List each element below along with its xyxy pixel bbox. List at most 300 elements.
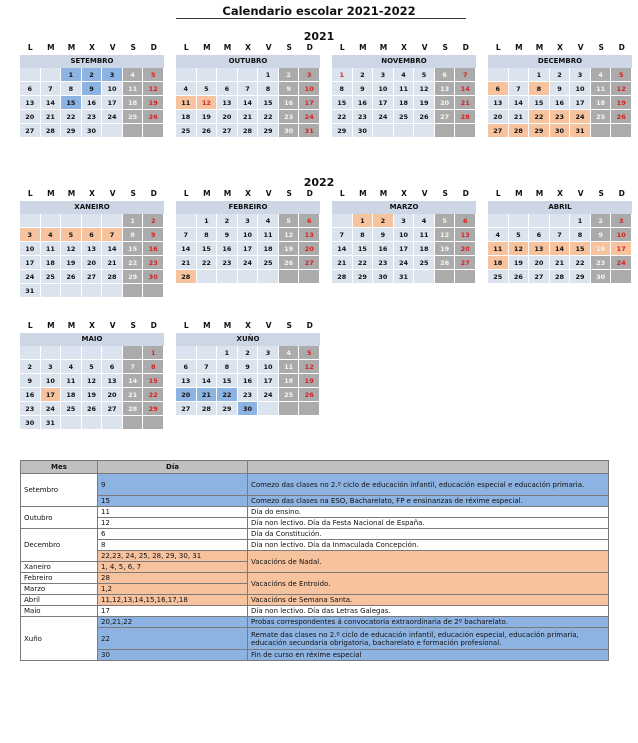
day-cell: 29 [143, 402, 164, 416]
empty-day-cell [611, 124, 632, 138]
day-cell: 16 [143, 242, 164, 256]
month-outubro [176, 41, 320, 138]
day-cell: 18 [591, 96, 612, 110]
month-name: MAIO [20, 333, 164, 346]
day-cell: 10 [394, 228, 415, 242]
weekday-label: D [618, 189, 625, 198]
day-cell: 5 [299, 346, 320, 360]
day-cell: 26 [61, 270, 82, 284]
day-cell: 6 [82, 228, 103, 242]
day-cell: 24 [258, 388, 279, 402]
table-row [21, 529, 609, 540]
month-novembro [332, 41, 476, 138]
header-mes: Mes [21, 461, 98, 474]
day-cell: 26 [509, 270, 530, 284]
year-heading-2022: 2022 [303, 176, 335, 189]
day-cell: 1 [529, 68, 550, 82]
empty-day-cell [143, 124, 164, 138]
day-cell: 14 [123, 374, 144, 388]
empty-day-cell [41, 68, 62, 82]
empty-day-cell [529, 214, 550, 228]
day-cell: 13 [455, 228, 476, 242]
day-cell: 27 [529, 270, 550, 284]
cell-mes: Setembro [21, 474, 98, 507]
day-cell: 17 [373, 96, 394, 110]
day-cell: 6 [20, 82, 41, 96]
empty-day-cell [238, 68, 259, 82]
weekday-label: L [27, 189, 33, 198]
weekday-label: L [183, 43, 189, 52]
day-cell: 10 [258, 360, 279, 374]
day-cell: 29 [61, 124, 82, 138]
day-cell: 15 [258, 96, 279, 110]
empty-day-cell [197, 346, 218, 360]
empty-day-cell [435, 270, 456, 284]
day-cell: 2 [279, 68, 300, 82]
day-cell: 26 [611, 110, 632, 124]
empty-day-cell [102, 124, 123, 138]
day-cell: 24 [20, 270, 41, 284]
weekday-label: L [183, 321, 189, 330]
weekday-header-row [332, 187, 476, 201]
weekday-label: M [379, 43, 388, 52]
empty-day-cell [102, 214, 123, 228]
day-cell: 6 [299, 214, 320, 228]
day-cell: 14 [197, 374, 218, 388]
day-cell: 28 [550, 270, 571, 284]
empty-day-cell [143, 416, 164, 430]
weekday-label: D [306, 43, 313, 52]
day-cell: 11 [61, 374, 82, 388]
empty-day-cell [258, 402, 279, 416]
table-row [21, 496, 609, 507]
month-xuño [176, 319, 320, 416]
day-cell: 20 [435, 96, 456, 110]
day-cell: 10 [299, 82, 320, 96]
day-cell: 16 [20, 388, 41, 402]
day-cell: 4 [279, 346, 300, 360]
day-cell: 21 [509, 110, 530, 124]
empty-day-cell [61, 214, 82, 228]
empty-day-cell [20, 214, 41, 228]
empty-day-cell [143, 284, 164, 298]
day-cell: 8 [529, 82, 550, 96]
cell-dia: 9 [98, 474, 248, 496]
day-cell: 2 [143, 214, 164, 228]
events-table [20, 460, 609, 661]
day-cell: 21 [332, 256, 353, 270]
day-cell: 22 [217, 388, 238, 402]
empty-day-cell [509, 214, 530, 228]
weekday-header-row [20, 319, 164, 333]
month-days-grid [20, 68, 164, 138]
weekday-label: L [339, 189, 345, 198]
weekday-label: X [245, 321, 251, 330]
day-cell: 5 [61, 228, 82, 242]
day-cell: 9 [373, 228, 394, 242]
month-name: XUÑO [176, 333, 320, 346]
day-cell: 10 [102, 82, 123, 96]
day-cell: 13 [176, 374, 197, 388]
day-cell: 11 [279, 360, 300, 374]
day-cell: 4 [176, 82, 197, 96]
month-days-grid [20, 214, 164, 298]
day-cell: 7 [176, 228, 197, 242]
day-cell: 20 [217, 110, 238, 124]
day-cell: 3 [394, 214, 415, 228]
day-cell: 23 [143, 256, 164, 270]
day-cell: 4 [488, 228, 509, 242]
cell-dia: 12 [98, 518, 248, 529]
empty-day-cell [102, 416, 123, 430]
day-cell: 11 [414, 228, 435, 242]
day-cell: 16 [238, 374, 259, 388]
weekday-label: M [535, 43, 544, 52]
day-cell: 23 [353, 110, 374, 124]
day-cell: 15 [217, 374, 238, 388]
cell-dia: 15 [98, 496, 248, 507]
weekday-label: M [67, 43, 76, 52]
cell-description: Remate das clases no 2.º ciclo de educación infantil, educación especial, educación primaria, educación secundaria obrigatoria, bacharelato e formación profesional. [248, 628, 609, 650]
day-cell: 22 [570, 256, 591, 270]
day-cell: 7 [332, 228, 353, 242]
table-row [21, 518, 609, 529]
day-cell: 17 [394, 242, 415, 256]
day-cell: 19 [509, 256, 530, 270]
day-cell: 22 [353, 256, 374, 270]
weekday-label: S [130, 189, 136, 198]
empty-day-cell [509, 68, 530, 82]
weekday-label: L [27, 43, 33, 52]
day-cell: 18 [488, 256, 509, 270]
day-cell: 28 [123, 402, 144, 416]
weekday-label: M [535, 189, 544, 198]
weekday-label: M [223, 189, 232, 198]
day-cell: 23 [373, 256, 394, 270]
day-cell: 28 [41, 124, 62, 138]
day-cell: 8 [217, 360, 238, 374]
weekday-label: M [203, 189, 211, 198]
day-cell: 8 [570, 228, 591, 242]
day-cell: 13 [102, 374, 123, 388]
day-cell: 15 [197, 242, 218, 256]
day-cell: 19 [197, 110, 218, 124]
day-cell: 17 [238, 242, 259, 256]
day-cell: 23 [238, 388, 259, 402]
day-cell: 17 [611, 242, 632, 256]
empty-day-cell [61, 346, 82, 360]
day-cell: 8 [123, 228, 144, 242]
day-cell: 23 [550, 110, 571, 124]
day-cell: 6 [455, 214, 476, 228]
empty-day-cell [41, 346, 62, 360]
weekday-label: D [618, 43, 625, 52]
day-cell: 21 [197, 388, 218, 402]
day-cell: 6 [488, 82, 509, 96]
day-cell: 30 [82, 124, 103, 138]
day-cell: 30 [373, 270, 394, 284]
weekday-label: L [183, 189, 189, 198]
day-cell: 19 [414, 96, 435, 110]
day-cell: 25 [488, 270, 509, 284]
month-decembro [488, 41, 632, 138]
weekday-label: M [67, 189, 76, 198]
day-cell: 14 [550, 242, 571, 256]
month-name: XANEIRO [20, 201, 164, 214]
empty-day-cell [20, 346, 41, 360]
cell-description: Fin de curso en réxime especial [248, 650, 609, 661]
day-cell: 1 [353, 214, 374, 228]
day-cell: 8 [197, 228, 218, 242]
weekday-label: V [265, 43, 272, 52]
empty-day-cell [455, 270, 476, 284]
day-cell: 9 [238, 360, 259, 374]
day-cell: 5 [611, 68, 632, 82]
year-heading-2021: 2021 [303, 30, 335, 43]
day-cell: 3 [611, 214, 632, 228]
day-cell: 18 [414, 242, 435, 256]
weekday-label: M [47, 189, 55, 198]
day-cell: 28 [332, 270, 353, 284]
weekday-label: L [495, 43, 501, 52]
weekday-label: V [421, 189, 428, 198]
empty-day-cell [176, 346, 197, 360]
day-cell: 15 [529, 96, 550, 110]
day-cell: 11 [394, 82, 415, 96]
month-days-grid [176, 346, 320, 416]
month-name: MARZO [332, 201, 476, 214]
day-cell: 22 [529, 110, 550, 124]
day-cell: 1 [197, 214, 218, 228]
day-cell: 20 [488, 110, 509, 124]
day-cell: 4 [591, 68, 612, 82]
table-row [21, 507, 609, 518]
empty-day-cell [123, 416, 144, 430]
day-cell: 12 [611, 82, 632, 96]
day-cell: 20 [82, 256, 103, 270]
cell-mes: Decembro [21, 529, 98, 562]
cell-dia: 28 [98, 573, 248, 584]
empty-day-cell [299, 402, 320, 416]
empty-day-cell [394, 124, 415, 138]
cell-mes: Marzo [21, 584, 98, 595]
day-cell: 6 [435, 68, 456, 82]
cell-dia: 20,21,22 [98, 617, 248, 628]
day-cell: 29 [332, 124, 353, 138]
day-cell: 31 [299, 124, 320, 138]
month-xaneiro [20, 187, 164, 298]
empty-day-cell [41, 214, 62, 228]
day-cell: 29 [258, 124, 279, 138]
day-cell: 16 [373, 242, 394, 256]
weekday-label: X [89, 189, 95, 198]
weekday-label: V [265, 321, 272, 330]
weekday-label: S [130, 43, 136, 52]
day-cell: 26 [197, 124, 218, 138]
weekday-label: V [577, 189, 584, 198]
day-cell: 2 [591, 214, 612, 228]
weekday-label: L [27, 321, 33, 330]
day-cell: 18 [176, 110, 197, 124]
weekday-label: M [515, 43, 523, 52]
day-cell: 25 [123, 110, 144, 124]
weekday-label: M [515, 189, 523, 198]
day-cell: 11 [176, 96, 197, 110]
cell-dia: 8 [98, 540, 248, 551]
weekday-header-row [332, 41, 476, 55]
day-cell: 22 [61, 110, 82, 124]
day-cell: 13 [529, 242, 550, 256]
day-cell: 4 [258, 214, 279, 228]
weekday-label: S [286, 189, 292, 198]
day-cell: 28 [176, 270, 197, 284]
day-cell: 18 [258, 242, 279, 256]
table-row [21, 650, 609, 661]
table-row [21, 628, 609, 650]
day-cell: 12 [61, 242, 82, 256]
day-cell: 31 [20, 284, 41, 298]
day-cell: 19 [611, 96, 632, 110]
month-name: ABRIL [488, 201, 632, 214]
weekday-label: M [203, 321, 211, 330]
day-cell: 19 [61, 256, 82, 270]
cell-mes: Maio [21, 606, 98, 617]
weekday-header-row [176, 319, 320, 333]
day-cell: 20 [455, 242, 476, 256]
page-title: Calendario escolar 2021-2022 [222, 4, 416, 18]
cell-dia: 22 [98, 628, 248, 650]
day-cell: 28 [197, 402, 218, 416]
weekday-label: D [150, 189, 157, 198]
month-days-grid [488, 214, 632, 284]
title-underline [176, 18, 466, 19]
weekday-label: M [47, 43, 55, 52]
empty-day-cell [258, 270, 279, 284]
day-cell: 30 [550, 124, 571, 138]
cell-mes: Abril [21, 595, 98, 606]
cell-description: Vacacións de Semana Santa. [248, 595, 609, 606]
day-cell: 3 [41, 360, 62, 374]
empty-day-cell [82, 416, 103, 430]
day-cell: 8 [258, 82, 279, 96]
day-cell: 7 [197, 360, 218, 374]
month-days-grid [332, 214, 476, 284]
day-cell: 25 [176, 124, 197, 138]
weekday-label: D [150, 43, 157, 52]
weekday-header-row [20, 187, 164, 201]
day-cell: 2 [353, 68, 374, 82]
day-cell: 3 [258, 346, 279, 360]
day-cell: 12 [299, 360, 320, 374]
day-cell: 24 [373, 110, 394, 124]
empty-day-cell [102, 346, 123, 360]
day-cell: 16 [217, 242, 238, 256]
day-cell: 29 [529, 124, 550, 138]
day-cell: 16 [279, 96, 300, 110]
day-cell: 28 [102, 270, 123, 284]
month-name: NOVEMBRO [332, 55, 476, 68]
day-cell: 23 [217, 256, 238, 270]
day-cell: 12 [197, 96, 218, 110]
day-cell: 12 [509, 242, 530, 256]
day-cell: 18 [123, 96, 144, 110]
day-cell: 14 [238, 96, 259, 110]
weekday-header-row [20, 41, 164, 55]
weekday-label: X [245, 189, 251, 198]
day-cell: 28 [238, 124, 259, 138]
day-cell: 27 [435, 110, 456, 124]
empty-day-cell [611, 270, 632, 284]
day-cell: 1 [332, 68, 353, 82]
month-name: OUTUBRO [176, 55, 320, 68]
empty-day-cell [488, 68, 509, 82]
day-cell: 15 [61, 96, 82, 110]
day-cell: 9 [550, 82, 571, 96]
day-cell: 21 [41, 110, 62, 124]
cell-mes: Outubro [21, 507, 98, 529]
day-cell: 10 [41, 374, 62, 388]
day-cell: 2 [238, 346, 259, 360]
day-cell: 13 [488, 96, 509, 110]
day-cell: 9 [591, 228, 612, 242]
cell-dia: 11,12,13,14,15,16,17,18 [98, 595, 248, 606]
day-cell: 20 [529, 256, 550, 270]
weekday-label: V [109, 321, 116, 330]
cell-description: Día non lectivo. Día da Festa Nacional de España. [248, 518, 609, 529]
day-cell: 19 [279, 242, 300, 256]
weekday-label: S [442, 189, 448, 198]
day-cell: 30 [279, 124, 300, 138]
day-cell: 22 [143, 388, 164, 402]
day-cell: 21 [455, 96, 476, 110]
day-cell: 17 [102, 96, 123, 110]
day-cell: 24 [238, 256, 259, 270]
day-cell: 5 [197, 82, 218, 96]
day-cell: 21 [123, 388, 144, 402]
day-cell: 9 [20, 374, 41, 388]
day-cell: 20 [20, 110, 41, 124]
weekday-header-row [488, 41, 632, 55]
cell-mes: Xaneiro [21, 562, 98, 573]
day-cell: 6 [176, 360, 197, 374]
empty-day-cell [82, 214, 103, 228]
month-setembro [20, 41, 164, 138]
weekday-label: S [598, 43, 604, 52]
empty-day-cell [414, 270, 435, 284]
day-cell: 23 [591, 256, 612, 270]
weekday-label: V [577, 43, 584, 52]
day-cell: 25 [61, 402, 82, 416]
day-cell: 29 [570, 270, 591, 284]
weekday-label: V [109, 43, 116, 52]
empty-day-cell [20, 68, 41, 82]
day-cell: 26 [435, 256, 456, 270]
cell-dia: 22,23, 24, 25, 28, 29, 30, 31 [98, 551, 248, 562]
month-days-grid [176, 214, 320, 284]
day-cell: 7 [123, 360, 144, 374]
day-cell: 29 [353, 270, 374, 284]
day-cell: 14 [41, 96, 62, 110]
table-row [21, 573, 609, 584]
empty-day-cell [217, 270, 238, 284]
day-cell: 26 [279, 256, 300, 270]
month-days-grid [488, 68, 632, 138]
day-cell: 27 [299, 256, 320, 270]
day-cell: 23 [20, 402, 41, 416]
month-days-grid [176, 68, 320, 138]
day-cell: 1 [217, 346, 238, 360]
day-cell: 20 [102, 388, 123, 402]
